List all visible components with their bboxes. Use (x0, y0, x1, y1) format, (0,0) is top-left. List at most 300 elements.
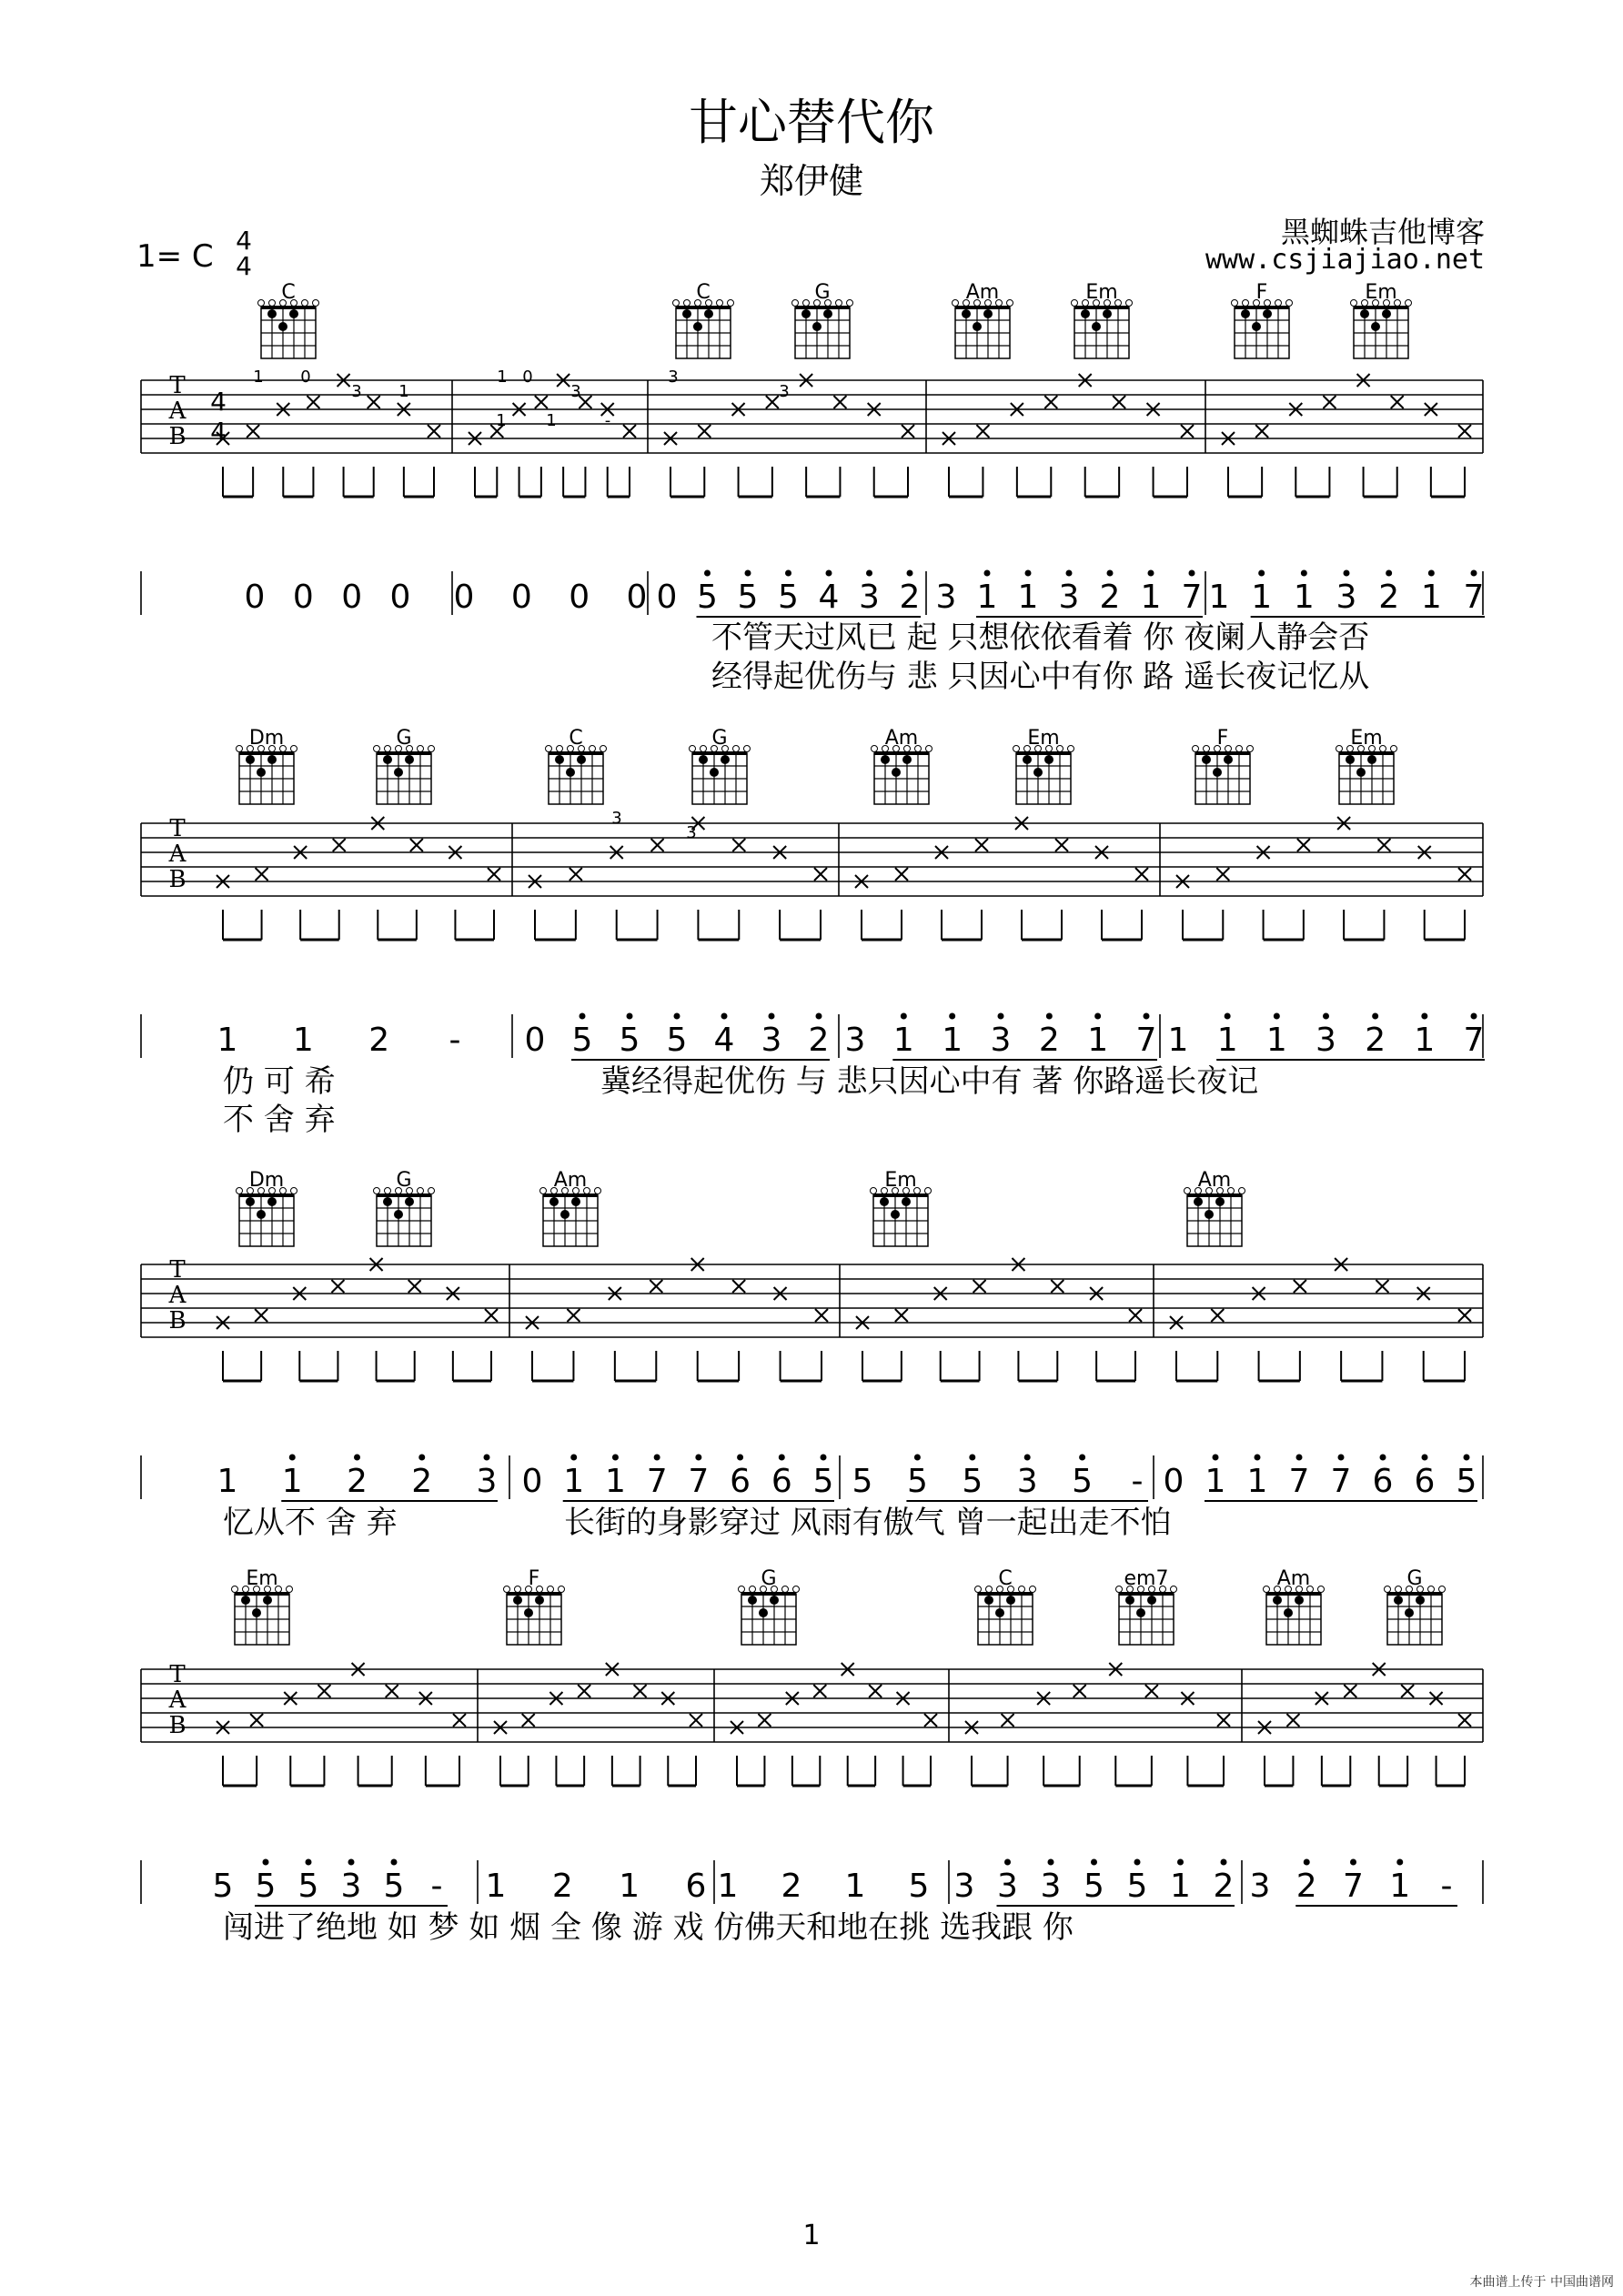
octave-dot (704, 570, 711, 577)
tab-note-x (1286, 1714, 1299, 1727)
tab-note-x (1002, 1714, 1014, 1727)
octave-dot (1304, 1859, 1310, 1866)
tab-note-x (698, 425, 711, 438)
octave-dot (1386, 570, 1392, 577)
octave-dot (1464, 1455, 1470, 1461)
jianpu-note: 1 (976, 579, 998, 616)
chord-diagram-c (258, 300, 319, 359)
octave-dot (306, 1859, 312, 1866)
tab-fret-number: 0 (300, 368, 311, 387)
jianpu-note: 1 (217, 1463, 238, 1500)
jianpu-note: 6 (1372, 1463, 1394, 1500)
chord-diagram-em (1336, 746, 1397, 805)
tab-note-x (1458, 1309, 1471, 1322)
jianpu-note: 2 (1295, 1868, 1317, 1905)
chord-diagram-g (690, 746, 751, 805)
tab-time-bottom: 4 (210, 417, 227, 447)
chord-diagram-f (1193, 746, 1254, 805)
tab-note-x (1458, 868, 1471, 881)
tab-note-x (869, 1685, 882, 1697)
tab-note-x (535, 396, 548, 408)
chord-name: Am (965, 281, 1000, 304)
octave-dot (907, 570, 913, 577)
octave-dot (674, 1013, 680, 1020)
jianpu-note: 1 (281, 1463, 303, 1500)
chord-diagram-am (1264, 1586, 1325, 1646)
jianpu-note: 1 (1167, 1022, 1189, 1059)
tab-clef-letter: A (168, 398, 186, 425)
jianpu-note: 7 (1181, 579, 1203, 616)
jianpu-note: 1 (485, 1868, 507, 1905)
tab-note-x (453, 1714, 466, 1727)
jianpu-note: 1 (1087, 1022, 1109, 1059)
octave-dot (785, 570, 791, 577)
jianpu-note: 1 (563, 1463, 585, 1500)
octave-dot (769, 1013, 775, 1020)
octave-dot (695, 1455, 701, 1461)
octave-dot (1350, 1859, 1356, 1866)
tab-clef-letter: B (168, 423, 186, 450)
chord-diagram-em (1013, 746, 1074, 805)
jianpu-note: 5 (1126, 1868, 1148, 1905)
blog-url[interactable]: www.csjiajiao.net (1205, 244, 1485, 276)
jianpu-note: 5 (255, 1868, 277, 1905)
tab-note-x (975, 839, 988, 851)
chord-name: G (761, 1567, 777, 1590)
jianpu-note: 7 (1463, 1022, 1485, 1059)
jianpu-note: 5 (1084, 1868, 1104, 1905)
octave-dot (998, 1013, 1004, 1020)
jianpu-note: 0 (656, 579, 678, 616)
tab-note-x (256, 868, 268, 881)
octave-dot (1134, 1859, 1141, 1866)
jianpu-note: 5 (962, 1463, 983, 1500)
octave-dot (949, 1013, 955, 1020)
tab-fret-number: 1 (546, 411, 557, 430)
jianpu-note: 1 (1140, 579, 1162, 616)
tab-note-x (1216, 868, 1229, 881)
chord-diagram-em (871, 1188, 932, 1247)
jianpu-note: 3 (1316, 1022, 1336, 1059)
jianpu-note: 0 (453, 579, 475, 616)
chord-diagram-c (673, 300, 734, 359)
jianpu-note: 3 (340, 1868, 362, 1905)
tab-note-x (331, 1280, 344, 1293)
octave-dot (1004, 1859, 1011, 1866)
jianpu-note: 2 (1213, 1868, 1235, 1905)
jianpu-note: 5 (212, 1868, 234, 1905)
tab-clef-letter: T (169, 372, 186, 399)
octave-dot (1079, 1455, 1085, 1461)
tab-note-x (1255, 425, 1268, 438)
jianpu-note: 1 (217, 1022, 238, 1059)
octave-dot (1471, 570, 1477, 577)
chord-name: G (396, 1169, 412, 1192)
jianpu-note: 0 (524, 1022, 546, 1059)
chord-name: em7 (1124, 1567, 1169, 1590)
artist-name: 郑伊健 (759, 161, 863, 201)
chord-name: Em (1365, 281, 1397, 304)
lyric-line-1: 不管天过风已 起 只想依依看着 你 夜阑人静会否 (711, 619, 1370, 656)
jianpu-note: 5 (1456, 1463, 1477, 1500)
jianpu-note: 2 (1365, 1022, 1386, 1059)
tab-note-x (634, 1685, 647, 1697)
lyric-line-1b: 长街的身影穿过 风雨有傲气 曾一起出走不怕 (564, 1505, 1172, 1541)
jianpu-note: 1 (717, 1868, 739, 1905)
chord-name: Am (1276, 1567, 1311, 1590)
tab-note-x (815, 1309, 828, 1322)
chord-name: Dm (248, 1169, 285, 1192)
tab-note-x (410, 839, 423, 851)
jianpu-note: 1 (1389, 1868, 1411, 1905)
tab-clef-letter: A (168, 841, 186, 868)
chord-diagram-g (739, 1586, 800, 1646)
tab-note-x (1113, 396, 1125, 408)
octave-dot (984, 570, 991, 577)
tab-note-x (833, 396, 846, 408)
chord-diagram-em (1351, 300, 1412, 359)
jianpu-note: 1 (844, 1868, 866, 1905)
jianpu-note: - (1131, 1463, 1144, 1500)
tab-note-x (623, 425, 636, 438)
footer-credit: 本曲谱上传于 中国曲谱网 (1469, 2275, 1614, 2290)
lyric-line-2: 不 舍 弃 (223, 1102, 336, 1138)
jianpu-note: 6 (1414, 1463, 1436, 1500)
jianpu-note: 3 (953, 1868, 975, 1905)
octave-dot (484, 1455, 490, 1461)
jianpu-note: 7 (1288, 1463, 1310, 1500)
tab-clef-letter: B (168, 1307, 186, 1334)
tab-fret-number: 3 (570, 382, 581, 401)
chord-diagram-am (540, 1188, 601, 1247)
tab-note-x (1211, 1309, 1224, 1322)
chord-name: C (281, 281, 296, 304)
tab-note-x (522, 1714, 535, 1727)
chord-name: C (696, 281, 711, 304)
chord-diagram-c (546, 746, 607, 805)
jianpu-note: 6 (730, 1463, 751, 1500)
tab-note-x (895, 868, 908, 881)
jianpu-note: 1 (292, 1022, 314, 1059)
jianpu-note: 0 (341, 579, 363, 616)
tab-note-x (895, 1309, 908, 1322)
chord-name: F (1255, 281, 1268, 304)
tab-note-x (1344, 1685, 1356, 1697)
jianpu-note: 1 (619, 1868, 640, 1905)
octave-dot (1024, 1455, 1031, 1461)
octave-dot (1025, 570, 1032, 577)
tab-note-x (732, 839, 745, 851)
chord-name: G (1406, 1567, 1423, 1590)
jianpu-note: 7 (1135, 1022, 1157, 1059)
octave-dot (1396, 1859, 1403, 1866)
octave-dot (418, 1455, 425, 1461)
chord-name: G (711, 727, 728, 750)
tab-note-x (318, 1685, 330, 1697)
blog-name: 黑蜘蛛吉他博客 (1280, 215, 1485, 249)
octave-dot (1255, 1455, 1261, 1461)
octave-dot (1107, 570, 1114, 577)
jianpu-note: 2 (899, 579, 921, 616)
jianpu-note: 7 (1343, 1868, 1364, 1905)
tab-note-x (567, 1309, 580, 1322)
tab-fret-number: 3 (351, 382, 362, 401)
tab-note-x (924, 1714, 937, 1727)
chord-name: Am (884, 727, 919, 750)
octave-dot (821, 1455, 827, 1461)
chord-name: Em (1350, 727, 1383, 750)
jianpu-note: 5 (852, 1463, 873, 1500)
chord-name: Am (1197, 1169, 1232, 1192)
jianpu-note: 5 (666, 1022, 688, 1059)
jianpu-note: 3 (1016, 1463, 1038, 1500)
octave-dot (1301, 570, 1307, 577)
jianpu-note: 3 (844, 1022, 866, 1059)
tab-note-x (408, 1280, 421, 1293)
chord-name: F (1216, 727, 1229, 750)
octave-dot (1046, 1013, 1053, 1020)
jianpu-note: 1 (1216, 1022, 1238, 1059)
octave-dot (1177, 1859, 1184, 1866)
tab-note-x (732, 1280, 745, 1293)
tab-note-x (1458, 425, 1471, 438)
chord-diagram-g (374, 746, 435, 805)
tab-clef-letter: T (169, 815, 186, 842)
jianpu-note: 1 (1414, 1022, 1436, 1059)
chord-diagram-g (374, 1188, 435, 1247)
octave-dot (1372, 1013, 1378, 1020)
chord-name: F (528, 1567, 540, 1590)
lyric-line-2: 经得起优伤与 悲 只因心中有你 路 遥长夜记忆从 (711, 659, 1370, 695)
octave-dot (354, 1455, 360, 1461)
tab-note-x (1044, 396, 1057, 408)
chord-name: Dm (248, 727, 285, 750)
page-number: 1 (802, 2220, 821, 2251)
octave-dot (1066, 570, 1073, 577)
jianpu-note: 1 (1293, 579, 1315, 616)
jianpu-note: 2 (347, 1463, 368, 1500)
jianpu-note: 2 (1038, 1022, 1060, 1059)
octave-dot (826, 570, 832, 577)
chord-diagram-g (1385, 1586, 1446, 1646)
jianpu-note: 0 (521, 1463, 543, 1500)
tab-note-x (651, 839, 664, 851)
octave-dot (901, 1013, 907, 1020)
tab-note-x (1376, 1280, 1388, 1293)
tab-note-x (1458, 1714, 1471, 1727)
octave-dot (721, 1013, 728, 1020)
jianpu-note: 2 (368, 1022, 390, 1059)
tab-note-x (1135, 868, 1148, 881)
tab-fret-number: 3 (611, 809, 622, 828)
jianpu-note: 3 (1040, 1868, 1062, 1905)
lyric-line-1: 闯进了绝地 如 梦 如 烟 全 像 游 戏 仿佛天和地在挑 选我跟 你 (223, 1909, 1074, 1946)
octave-dot (627, 1013, 633, 1020)
jianpu-note: 7 (1463, 579, 1485, 616)
chord-name: Em (1027, 727, 1060, 750)
tab-fret-number: 1 (253, 368, 264, 387)
tab-fret-number: 3 (779, 382, 790, 401)
jianpu-note: 1 (1205, 1463, 1226, 1500)
octave-dot (914, 1455, 921, 1461)
jianpu-note: 3 (859, 579, 880, 616)
lyric-line-1: 仍 可 希 (223, 1063, 336, 1100)
jianpu-note: 0 (292, 579, 314, 616)
tab-note-x (1297, 839, 1310, 851)
octave-dot (570, 1455, 577, 1461)
tab-note-x (1217, 1714, 1230, 1727)
tab-fret-number: 3 (668, 368, 679, 387)
octave-dot (866, 570, 872, 577)
octave-dot (1144, 1013, 1150, 1020)
jianpu-note: 7 (646, 1463, 668, 1500)
octave-dot (1213, 1455, 1219, 1461)
tab-note-x (1055, 839, 1068, 851)
tab-note-x (488, 868, 500, 881)
jianpu-note: 1 (1170, 1868, 1191, 1905)
tab-clef-letter: B (168, 866, 186, 893)
jianpu-note: 7 (688, 1463, 710, 1500)
jianpu-note: - (1440, 1868, 1453, 1905)
octave-dot (1422, 1455, 1428, 1461)
jianpu-note: 5 (297, 1868, 319, 1905)
jianpu-note: 2 (781, 1868, 802, 1905)
tab-note-x (485, 1309, 498, 1322)
jianpu-note: 1 (1420, 579, 1442, 616)
jianpu-note: 7 (1330, 1463, 1352, 1500)
octave-dot (580, 1013, 586, 1020)
octave-dot (1421, 1013, 1427, 1020)
octave-dot (612, 1455, 619, 1461)
tab-note-x (758, 1714, 771, 1727)
tab-note-x (1074, 1685, 1086, 1697)
chord-name: C (998, 1567, 1013, 1590)
chord-diagram-c (975, 1586, 1036, 1646)
octave-dot (1323, 1013, 1329, 1020)
lyric-line-1b: 冀经得起优伤 与 悲只因心中有 著 你路遥长夜记 (600, 1063, 1259, 1100)
jianpu-note: - (430, 1868, 443, 1905)
jianpu-note: 2 (1378, 579, 1400, 616)
chord-diagram-f (1232, 300, 1293, 359)
key-signature: 1= C (136, 238, 214, 275)
jianpu-note: 1 (942, 1022, 963, 1059)
jianpu-note: 3 (935, 579, 957, 616)
jianpu-note: 1 (1251, 579, 1273, 616)
octave-dot (1344, 570, 1350, 577)
octave-dot (1428, 570, 1435, 577)
octave-dot (1225, 1013, 1231, 1020)
octave-dot (779, 1455, 785, 1461)
octave-dot (348, 1859, 355, 1866)
octave-dot (1094, 1013, 1101, 1020)
chord-name: Em (884, 1169, 917, 1192)
tab-note-x (1401, 1685, 1414, 1697)
jianpu-note: 3 (761, 1022, 782, 1059)
octave-dot (816, 1013, 822, 1020)
tab-note-x (255, 1309, 267, 1322)
jianpu-note: 5 (812, 1463, 834, 1500)
octave-dot (1048, 1859, 1054, 1866)
chord-name: G (396, 727, 412, 750)
octave-dot (263, 1859, 269, 1866)
tab-note-x (690, 1714, 702, 1727)
lyric-line-1: 忆从不 舍 弃 (223, 1505, 398, 1541)
jianpu-note: 5 (571, 1022, 593, 1059)
tab-note-x (247, 425, 259, 438)
jianpu-note: 0 (1163, 1463, 1184, 1500)
tab-note-x (1181, 425, 1194, 438)
jianpu-note: 1 (1208, 579, 1230, 616)
octave-dot (745, 570, 751, 577)
octave-dot (737, 1455, 743, 1461)
jianpu-note: 0 (569, 579, 590, 616)
song-title: 甘心替代你 (689, 94, 934, 151)
tab-note-x (1377, 839, 1390, 851)
chord-diagram-em (232, 1586, 293, 1646)
jianpu-note: 3 (1336, 579, 1357, 616)
chord-name: Am (553, 1169, 588, 1192)
tab-note-x (1391, 396, 1404, 408)
tab-note-x (766, 396, 779, 408)
chord-diagram-am (872, 746, 932, 805)
octave-dot (654, 1455, 660, 1461)
jianpu-note: 3 (1249, 1868, 1271, 1905)
jianpu-note: 5 (908, 1868, 930, 1905)
octave-dot (1274, 1013, 1280, 1020)
jianpu-note: 3 (1058, 579, 1080, 616)
jianpu-note: - (449, 1022, 461, 1059)
jianpu-note: 4 (713, 1022, 735, 1059)
jianpu-note: 2 (551, 1868, 573, 1905)
tab-note-x (428, 425, 440, 438)
octave-dot (1471, 1013, 1477, 1020)
tab-note-x (368, 396, 380, 408)
jianpu-note: 2 (808, 1022, 830, 1059)
tab-clef-letter: A (168, 1687, 186, 1714)
jianpu-note: 5 (619, 1022, 640, 1059)
octave-dot (969, 1455, 975, 1461)
tab-fret-number: 0 (522, 368, 533, 387)
tab-fret-number: 1 (398, 382, 409, 401)
jianpu-note: 5 (697, 579, 718, 616)
tab-fret-number: 1 (496, 411, 507, 430)
jianpu-note: 3 (990, 1022, 1012, 1059)
jianpu-note: 2 (1099, 579, 1121, 616)
tab-note-x (902, 425, 914, 438)
jianpu-note: 6 (685, 1868, 707, 1905)
tab-note-x (570, 868, 582, 881)
chord-diagram-f (504, 1586, 565, 1646)
jianpu-note: 3 (476, 1463, 498, 1500)
tab-note-x (813, 1685, 826, 1697)
tab-note-x (650, 1280, 662, 1293)
jianpu-note: 1 (604, 1463, 626, 1500)
tab-note-x (1051, 1280, 1064, 1293)
jianpu-note: 0 (626, 579, 648, 616)
chord-diagram-am (953, 300, 1013, 359)
jianpu-note: 0 (510, 579, 532, 616)
tab-clef-letter: T (169, 1661, 186, 1688)
jianpu-note: 2 (411, 1463, 433, 1500)
jianpu-note: 5 (737, 579, 759, 616)
jianpu-note: 5 (383, 1868, 405, 1905)
chord-diagram-em (1072, 300, 1133, 359)
chord-name: Em (246, 1567, 278, 1590)
jianpu-note: 5 (778, 579, 799, 616)
jianpu-note: 1 (1246, 1463, 1268, 1500)
tab-note-x (250, 1714, 263, 1727)
jianpu-note: 1 (1017, 579, 1039, 616)
